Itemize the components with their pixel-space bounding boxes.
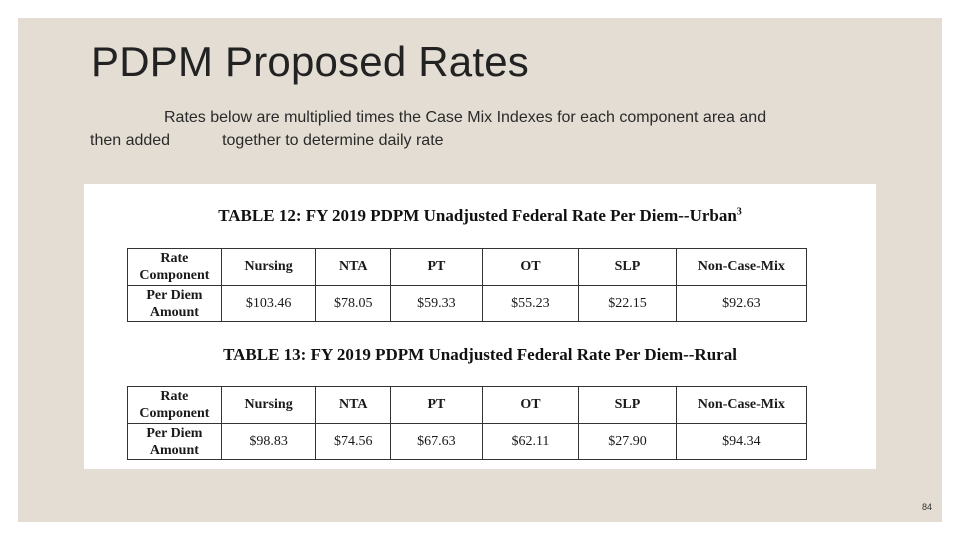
table-cell: $27.90 (579, 424, 677, 460)
table-row (128, 286, 807, 322)
table-cell: $67.63 (391, 424, 483, 460)
column-header: SLP (579, 249, 677, 286)
row-header-per-diem: Per Diem Amount (128, 286, 222, 322)
table-cell: $74.56 (316, 424, 391, 460)
slide (18, 18, 942, 522)
row-header-rate-component: Rate Component (128, 387, 222, 424)
table-cell: $103.46 (221, 286, 316, 322)
table-cell: $98.83 (221, 424, 316, 460)
column-header: NTA (316, 387, 391, 424)
column-header: Nursing (221, 249, 316, 286)
rural-rate-table (127, 386, 807, 460)
table-cell: $59.33 (391, 286, 483, 322)
table-cell: $94.34 (676, 424, 806, 460)
column-header: Non-Case-Mix (676, 387, 806, 424)
urban-rate-table (127, 248, 807, 322)
footnote-marker: 3 (736, 206, 742, 218)
column-header: SLP (579, 387, 677, 424)
intro-line-1: Rates below are multiplied times the Case Mix Indexes for each component area and (164, 109, 767, 126)
table-row (128, 387, 807, 424)
page-number: 84 (921, 502, 932, 512)
table-cell: $62.11 (482, 424, 579, 460)
intro-line-2b: together to determine daily rate (222, 132, 444, 149)
row-header-rate-component: Rate Component (128, 249, 222, 286)
row-header-per-diem: Per Diem Amount (128, 424, 222, 460)
urban-table-caption: TABLE 12: FY 2019 PDPM Unadjusted Federal Rate Per Diem--Urban$^3$ (218, 206, 742, 225)
table-cell: $55.23 (482, 286, 579, 322)
rural-table-caption: TABLE 13: FY 2019 PDPM Unadjusted Federal Rate Per Diem--Rural (223, 345, 737, 364)
table-cell: $92.63 (676, 286, 806, 322)
column-header: PT (391, 249, 483, 286)
column-header: PT (391, 387, 483, 424)
intro-line-2 (90, 129, 890, 152)
intro-text (90, 106, 890, 152)
rate-tables-image (84, 184, 876, 469)
table-cell: $22.15 (579, 286, 677, 322)
table-cell: $78.05 (316, 286, 391, 322)
table-row (128, 424, 807, 460)
column-header: OT (482, 387, 579, 424)
column-header: NTA (316, 249, 391, 286)
column-header: Nursing (221, 387, 316, 424)
column-header: Non-Case-Mix (676, 249, 806, 286)
intro-line-2a: then added (90, 132, 171, 149)
slide-title: PDPM Proposed Rates (91, 38, 529, 85)
column-header: OT (482, 249, 579, 286)
table-row (128, 249, 807, 286)
